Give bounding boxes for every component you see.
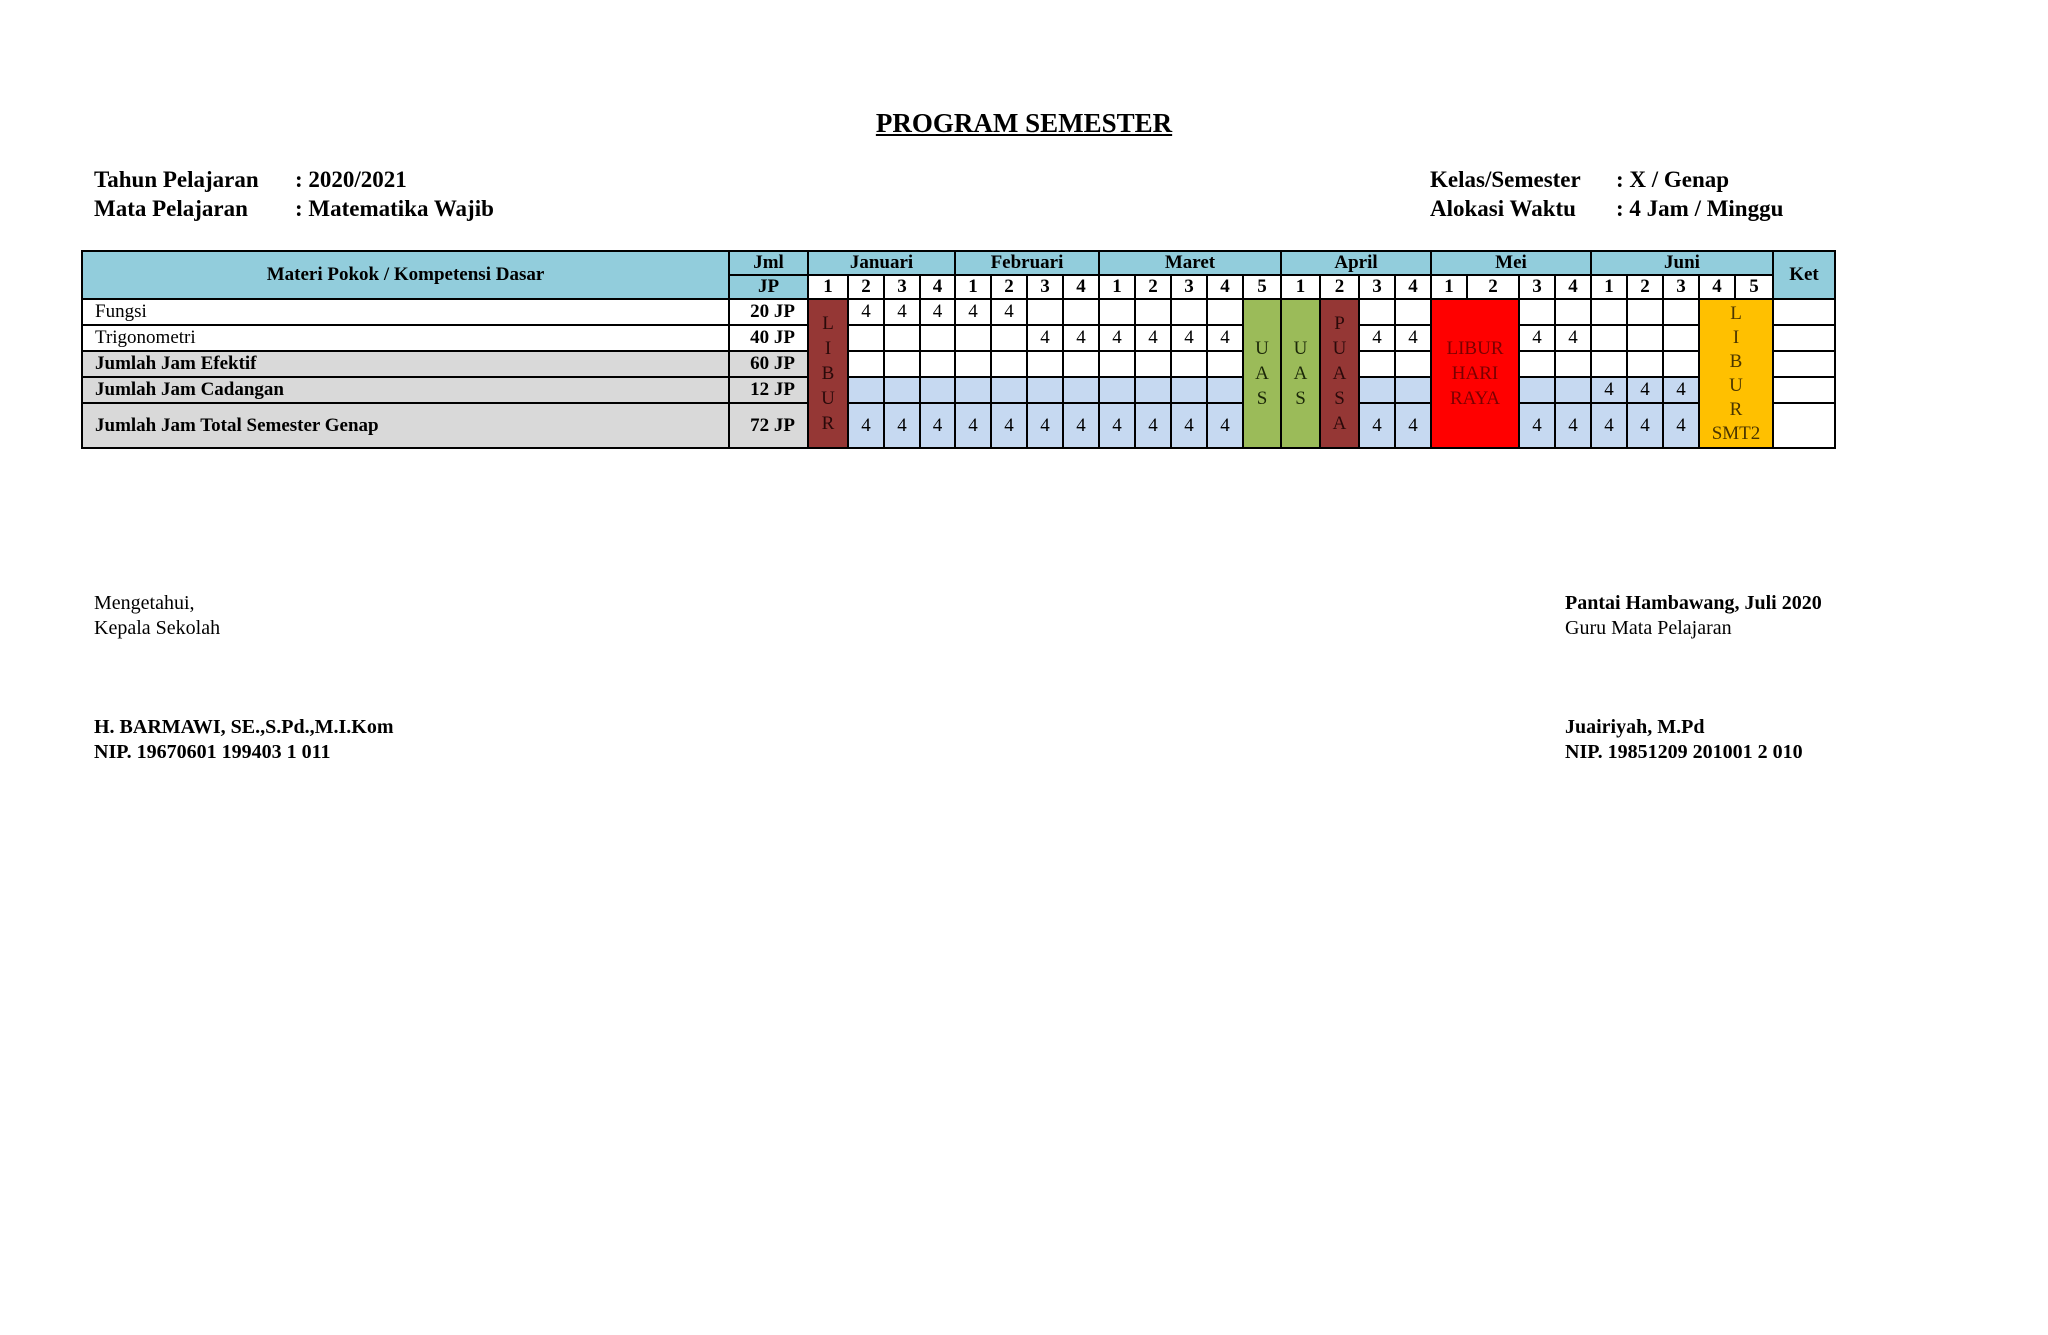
ket-cell bbox=[1773, 325, 1835, 351]
week-number: 3 bbox=[1171, 275, 1207, 299]
principal-name: H. BARMAWI, SE.,S.Pd.,M.I.Kom bbox=[94, 716, 394, 738]
cell-value: 4 bbox=[991, 403, 1027, 448]
cell-empty bbox=[848, 325, 884, 351]
alokasi-label: Alokasi Waktu bbox=[1430, 196, 1576, 221]
cell-empty bbox=[1027, 351, 1063, 377]
week-number: 2 bbox=[1135, 275, 1171, 299]
week-number: 2 bbox=[991, 275, 1027, 299]
cell-empty bbox=[1591, 325, 1627, 351]
week-number: 1 bbox=[1591, 275, 1627, 299]
cell-value: 4 bbox=[884, 299, 920, 325]
cell-empty bbox=[1027, 377, 1063, 403]
cell-empty bbox=[884, 351, 920, 377]
ket-cell bbox=[1773, 299, 1835, 325]
row-jp: 60 JP bbox=[729, 351, 808, 377]
cell-empty bbox=[991, 325, 1027, 351]
cell-empty bbox=[1207, 377, 1243, 403]
cell-empty bbox=[884, 377, 920, 403]
week-number: 4 bbox=[1063, 275, 1099, 299]
cell-empty bbox=[955, 377, 991, 403]
cell-value: 4 bbox=[955, 403, 991, 448]
month-januari: Januari bbox=[808, 251, 955, 275]
row-jp: 40 JP bbox=[729, 325, 808, 351]
page-title: PROGRAM SEMESTER bbox=[875, 108, 1173, 138]
signature-right bbox=[1565, 591, 1822, 641]
week-number: 2 bbox=[848, 275, 884, 299]
cell-empty bbox=[1063, 351, 1099, 377]
cell-value: 4 bbox=[1135, 325, 1171, 351]
info-left bbox=[94, 165, 494, 223]
header-jml: Jml bbox=[729, 251, 808, 275]
cell-value: 4 bbox=[1627, 377, 1663, 403]
cell-empty bbox=[1663, 299, 1699, 325]
header-materi: Materi Pokok / Kompetensi Dasar bbox=[82, 251, 729, 299]
cell-empty bbox=[920, 325, 955, 351]
header-ket: Ket bbox=[1773, 251, 1835, 299]
libur-smt2-block: L I B U R SMT2 bbox=[1699, 299, 1773, 448]
info-right bbox=[1430, 165, 1783, 223]
cell-empty bbox=[1591, 351, 1627, 377]
cell-value: 4 bbox=[1099, 325, 1135, 351]
cell-empty bbox=[1555, 299, 1591, 325]
cell-value: 4 bbox=[1135, 403, 1171, 448]
libur-block: L I B U R bbox=[808, 299, 848, 448]
cell-empty bbox=[955, 325, 991, 351]
row-jp: 12 JP bbox=[729, 377, 808, 403]
ket-cell bbox=[1773, 377, 1835, 403]
row-name: Jumlah Jam Total Semester Genap bbox=[82, 403, 729, 448]
week-number: 4 bbox=[920, 275, 955, 299]
week-number: 1 bbox=[955, 275, 991, 299]
puasa-block: P U A S A bbox=[1320, 299, 1359, 448]
program-table bbox=[81, 250, 1836, 449]
tahun-value: : 2020/2021 bbox=[295, 167, 407, 192]
cell-empty bbox=[1663, 351, 1699, 377]
week-number: 1 bbox=[808, 275, 848, 299]
cell-value: 4 bbox=[1063, 325, 1099, 351]
teacher-name: Juairiyah, M.Pd bbox=[1565, 716, 1705, 738]
cell-value: 4 bbox=[1395, 403, 1431, 448]
month-februari: Februari bbox=[955, 251, 1099, 275]
month-juni: Juni bbox=[1591, 251, 1773, 275]
cell-empty bbox=[1359, 299, 1395, 325]
week-number: 3 bbox=[1663, 275, 1699, 299]
cell-empty bbox=[1359, 351, 1395, 377]
cell-value: 4 bbox=[1555, 325, 1591, 351]
week-number: 2 bbox=[1320, 275, 1359, 299]
week-number: 1 bbox=[1281, 275, 1320, 299]
week-number: 1 bbox=[1099, 275, 1135, 299]
week-number: 5 bbox=[1243, 275, 1281, 299]
cell-value: 4 bbox=[1027, 325, 1063, 351]
week-number: 4 bbox=[1555, 275, 1591, 299]
tahun-label: Tahun Pelajaran bbox=[94, 167, 259, 192]
cell-empty bbox=[1627, 299, 1663, 325]
cell-empty bbox=[1171, 299, 1207, 325]
cell-empty bbox=[1135, 351, 1171, 377]
teacher-nip: NIP. 19851209 201001 2 010 bbox=[1565, 741, 1803, 763]
cell-value: 4 bbox=[1519, 403, 1555, 448]
cell-empty bbox=[1519, 351, 1555, 377]
cell-value: 4 bbox=[1395, 325, 1431, 351]
ket-cell bbox=[1773, 403, 1835, 448]
cell-empty bbox=[848, 351, 884, 377]
month-maret: Maret bbox=[1099, 251, 1281, 275]
header-jp: JP bbox=[729, 275, 808, 299]
week-number: 4 bbox=[1699, 275, 1735, 299]
cell-empty bbox=[1519, 299, 1555, 325]
signature-right-name bbox=[1565, 715, 1803, 765]
cell-empty bbox=[920, 377, 955, 403]
cell-value: 4 bbox=[1207, 403, 1243, 448]
cell-empty bbox=[1395, 377, 1431, 403]
cell-empty bbox=[1027, 299, 1063, 325]
cell-empty bbox=[1627, 351, 1663, 377]
mapel-label: Mata Pelajaran bbox=[94, 196, 248, 221]
month-mei: Mei bbox=[1431, 251, 1591, 275]
signature-left bbox=[94, 591, 220, 641]
cell-empty bbox=[1171, 351, 1207, 377]
uas-block: U A S bbox=[1243, 299, 1281, 448]
cell-empty bbox=[1063, 299, 1099, 325]
cell-value: 4 bbox=[1555, 403, 1591, 448]
cell-empty bbox=[1135, 377, 1171, 403]
week-number: 3 bbox=[1027, 275, 1063, 299]
row-jp: 72 JP bbox=[729, 403, 808, 448]
cell-value: 4 bbox=[1663, 403, 1699, 448]
cell-empty bbox=[1395, 299, 1431, 325]
mapel-value: : Matematika Wajib bbox=[295, 196, 494, 221]
guru-text: Guru Mata Pelajaran bbox=[1565, 617, 1732, 639]
cell-empty bbox=[1555, 377, 1591, 403]
cell-empty bbox=[1591, 299, 1627, 325]
cell-empty bbox=[1555, 351, 1591, 377]
week-number: 2 bbox=[1467, 275, 1519, 299]
uas-block: U A S bbox=[1281, 299, 1320, 448]
cell-value: 4 bbox=[1359, 325, 1395, 351]
kepala-sekolah-text: Kepala Sekolah bbox=[94, 617, 221, 639]
week-number: 2 bbox=[1627, 275, 1663, 299]
month-april: April bbox=[1281, 251, 1431, 275]
principal-nip: NIP. 19670601 199403 1 011 bbox=[94, 741, 331, 763]
cell-value: 4 bbox=[920, 403, 955, 448]
cell-empty bbox=[1359, 377, 1395, 403]
cell-empty bbox=[991, 351, 1027, 377]
cell-value: 4 bbox=[1591, 377, 1627, 403]
kelas-label: Kelas/Semester bbox=[1430, 167, 1581, 192]
signature-left-name bbox=[94, 715, 393, 765]
libur-hari-raya-block: LIBUR HARI RAYA bbox=[1431, 299, 1519, 448]
cell-value: 4 bbox=[1171, 325, 1207, 351]
cell-empty bbox=[1135, 299, 1171, 325]
cell-empty bbox=[1519, 377, 1555, 403]
week-number: 3 bbox=[1519, 275, 1555, 299]
cell-empty bbox=[1207, 299, 1243, 325]
row-name: Jumlah Jam Cadangan bbox=[82, 377, 729, 403]
cell-empty bbox=[991, 377, 1027, 403]
cell-value: 4 bbox=[848, 299, 884, 325]
cell-value: 4 bbox=[1099, 403, 1135, 448]
week-number: 1 bbox=[1431, 275, 1467, 299]
alokasi-value: : 4 Jam / Minggu bbox=[1616, 196, 1784, 221]
cell-empty bbox=[1207, 351, 1243, 377]
row-name: Fungsi bbox=[82, 299, 729, 325]
cell-value: 4 bbox=[848, 403, 884, 448]
cell-empty bbox=[1171, 377, 1207, 403]
cell-value: 4 bbox=[1591, 403, 1627, 448]
cell-value: 4 bbox=[1627, 403, 1663, 448]
cell-value: 4 bbox=[1663, 377, 1699, 403]
cell-empty bbox=[920, 351, 955, 377]
mengetahui-text: Mengetahui, bbox=[94, 592, 195, 614]
ket-cell bbox=[1773, 351, 1835, 377]
row-name: Jumlah Jam Efektif bbox=[82, 351, 729, 377]
week-number: 5 bbox=[1735, 275, 1773, 299]
week-number: 3 bbox=[1359, 275, 1395, 299]
cell-empty bbox=[1063, 377, 1099, 403]
cell-empty bbox=[1099, 299, 1135, 325]
row-name: Trigonometri bbox=[82, 325, 729, 351]
cell-empty bbox=[848, 377, 884, 403]
week-number: 3 bbox=[884, 275, 920, 299]
row-jp: 20 JP bbox=[729, 299, 808, 325]
cell-value: 4 bbox=[1359, 403, 1395, 448]
week-number: 4 bbox=[1395, 275, 1431, 299]
cell-value: 4 bbox=[1171, 403, 1207, 448]
cell-empty bbox=[884, 325, 920, 351]
cell-value: 4 bbox=[1027, 403, 1063, 448]
cell-value: 4 bbox=[920, 299, 955, 325]
cell-value: 4 bbox=[1207, 325, 1243, 351]
cell-empty bbox=[1663, 325, 1699, 351]
cell-empty bbox=[955, 351, 991, 377]
cell-value: 4 bbox=[955, 299, 991, 325]
cell-empty bbox=[1099, 377, 1135, 403]
week-number: 4 bbox=[1207, 275, 1243, 299]
kelas-value: : X / Genap bbox=[1616, 167, 1730, 192]
cell-value: 4 bbox=[1063, 403, 1099, 448]
cell-empty bbox=[1395, 351, 1431, 377]
place-date-text: Pantai Hambawang, Juli 2020 bbox=[1565, 592, 1822, 614]
cell-empty bbox=[1099, 351, 1135, 377]
cell-empty bbox=[1627, 325, 1663, 351]
cell-value: 4 bbox=[884, 403, 920, 448]
cell-value: 4 bbox=[991, 299, 1027, 325]
cell-value: 4 bbox=[1519, 325, 1555, 351]
